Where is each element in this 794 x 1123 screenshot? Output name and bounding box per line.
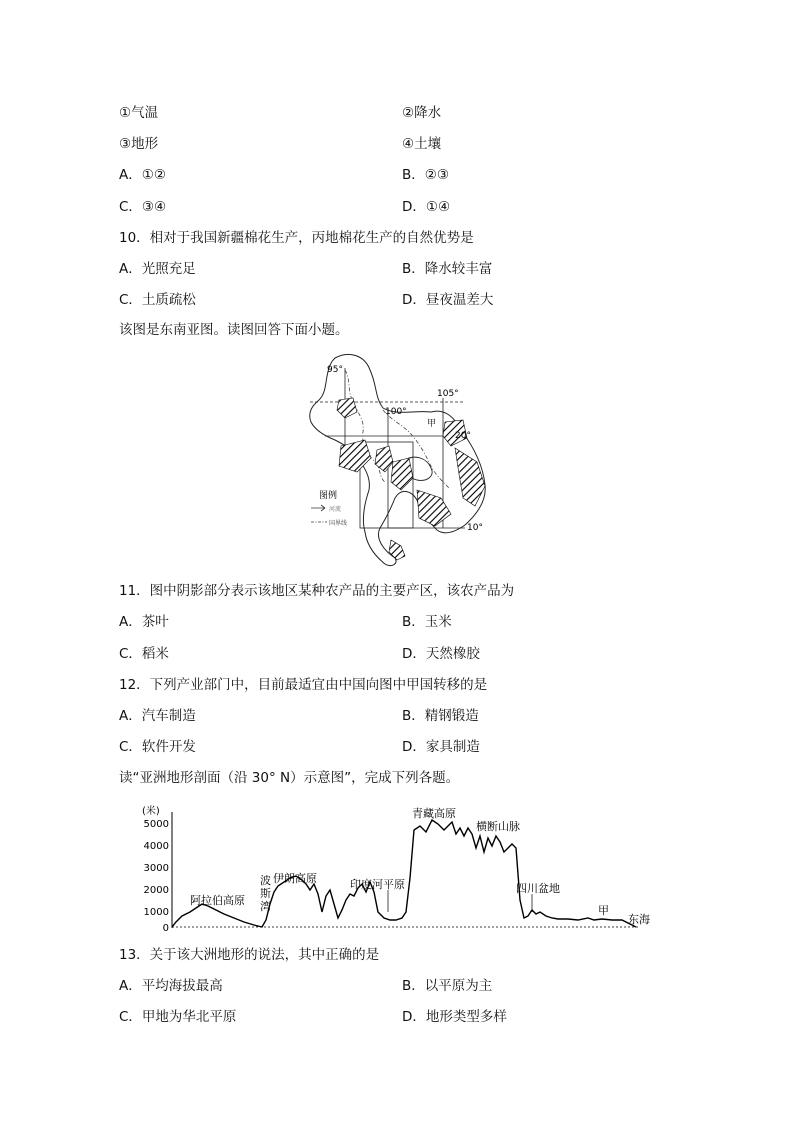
profile-intro: 读“亚洲地形剖面（沿 30° N）示意图”，完成下列各题。 [119, 770, 460, 786]
q11-option-c: C．稻米 [119, 646, 169, 662]
label-10: 10° [467, 523, 483, 533]
q12-option-a: A．汽车制造 [119, 708, 196, 724]
tick-label: 0 [162, 923, 169, 934]
legend-river-symbol [311, 505, 325, 511]
label-indus-plain: 印度河平原 [350, 878, 405, 891]
q12-option-b: B．精钢锻造 [402, 708, 479, 724]
q9-option-a: A．①② [119, 167, 166, 183]
hatched-region [337, 398, 357, 418]
q11-stem: 11．图中阴影部分表示该地区某种农产品的主要产区，该农产品为 [119, 583, 515, 599]
label-jia-point: 甲 [598, 904, 609, 917]
q10-option-a: A．光照充足 [119, 261, 196, 277]
label-arabian-plateau: 阿拉伯高原 [190, 894, 245, 907]
label-tibet-plateau: 青藏高原 [412, 807, 456, 820]
q12-stem: 12．下列产业部门中，目前最适宜由中国向图中甲国转移的是 [119, 677, 488, 693]
q9-option-b: B．②③ [402, 167, 449, 183]
label-persian-gulf-3: 湾 [260, 900, 271, 913]
hatched-region [417, 490, 451, 526]
label-persian-gulf-2: 斯 [260, 887, 271, 900]
q10-option-d: D．昼夜温差大 [402, 292, 494, 308]
q12-option-d: D．家具制造 [402, 739, 480, 755]
tick-label: 2000 [143, 885, 169, 896]
factor-option-2: ②降水 [402, 105, 442, 121]
hatched-region [389, 540, 405, 560]
q11-option-d: D．天然橡胶 [402, 646, 480, 662]
label-hengduan: 横断山脉 [476, 820, 520, 833]
q10-option-c: C．土质疏松 [119, 292, 196, 308]
q11-option-a: A．茶叶 [119, 614, 169, 630]
label-105: 105° [437, 389, 459, 399]
q13-stem: 13．关于该大洲地形的说法，其中正确的是 [119, 947, 380, 963]
q13-option-d: D．地形类型多样 [402, 1009, 507, 1025]
factor-option-3: ③地形 [119, 136, 159, 152]
label-95: 95° [327, 365, 343, 375]
tick-label: 1000 [143, 907, 169, 918]
profile-unit: (米) [142, 806, 160, 817]
tick-label: 4000 [143, 841, 169, 852]
q9-option-c: C．③④ [119, 199, 167, 215]
q13-option-a: A．平均海拔最高 [119, 978, 223, 994]
q10-stem: 10．相对于我国新疆棉花生产，丙地棉花生产的自然优势是 [119, 230, 474, 246]
label-persian-gulf-1: 波 [260, 874, 271, 887]
factor-option-1: ①气温 [119, 105, 159, 121]
sea-intro: 该图是东南亚图。读图回答下面小题。 [119, 322, 349, 338]
q11-option-b: B．玉米 [402, 614, 452, 630]
tick-label: 3000 [143, 863, 169, 874]
label-100: 100° [385, 407, 407, 417]
legend-river-label: 河流 [329, 506, 342, 513]
label-iran-plateau: 伊朗高原 [273, 872, 317, 885]
label-jia: 甲 [427, 419, 437, 429]
label-sichuan-basin: 四川盆地 [516, 882, 560, 895]
legend-title: 图例 [319, 491, 338, 501]
terrain-profile-line [172, 820, 636, 927]
hatched-region [375, 446, 393, 472]
tick-label: 5000 [143, 819, 169, 830]
q9-option-d: D．①④ [402, 199, 451, 215]
hatched-region [391, 458, 413, 490]
label-20: 20° [455, 431, 471, 441]
label-east-sea: 东海 [628, 913, 650, 926]
legend-border-label: 国界线 [329, 520, 348, 527]
factor-option-4: ④土壤 [402, 136, 442, 152]
southeast-asia-map [305, 350, 490, 568]
q13-option-b: B．以平原为主 [402, 978, 493, 994]
q12-option-c: C．软件开发 [119, 739, 196, 755]
q13-option-c: C．甲地为华北平原 [119, 1009, 237, 1025]
hatched-region [455, 448, 485, 506]
asia-profile-figure [138, 800, 668, 935]
q10-option-b: B．降水较丰富 [402, 261, 493, 277]
